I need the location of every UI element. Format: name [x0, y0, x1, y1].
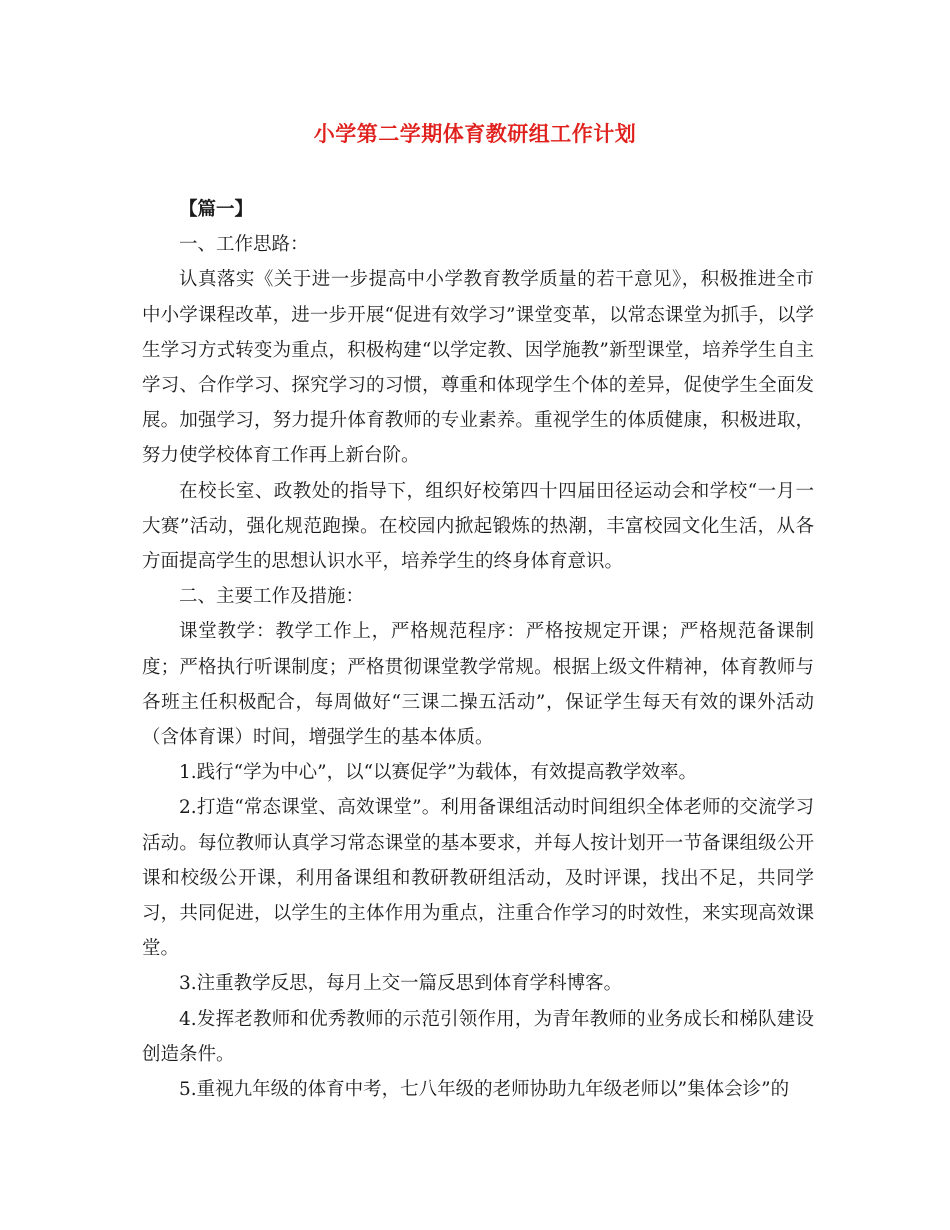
document-title: 小学第二学期体育教研组工作计划	[313, 121, 637, 146]
body-paragraph: 课堂教学：教学工作上，严格规范程序：严格按规定开课；严格规范备课制度；严格执行听课制度；严格贯彻课堂教学常规。根据上级文件精神，体育教师与各班主任积极配合，每周做好“三课二操五活动”，保证学生每天有效的课外活动（含体育课）时间，增强学生的基本体质。	[142, 621, 814, 749]
section-label: 【篇一】	[179, 199, 254, 220]
body-paragraph: 认真落实《关于进一步提高中小学教育教学质量的若干意见》，积极推进全市中小学课程改革，进一步开展“促进有效学习”课堂变革，以常态课堂为抓手，以学生学习方式转变为重点，积极构建“以学定教、因学施教”新型课堂，培养学生自主学习、合作学习、探究学习的习惯，尊重和体现学生个体的差异，促使学生全面发展。加强学习，努力提升体育教师的专业素养。重视学生的体质健康，积极进取，努力使学校体育工作再上新台阶。	[142, 269, 814, 467]
section-heading: 一、工作思路：	[179, 234, 309, 256]
section-heading: 二、主要工作及措施：	[179, 586, 365, 608]
list-item: 5.重视九年级的体育中考，七八年级的老师协助九年级老师以”集体会诊”的	[179, 1079, 790, 1101]
list-item: 2.打造“常态课堂、高效课堂”。利用备课组活动时间组织全体老师的交流学习活动。每位教师认真学习常态课堂的基本要求，并每人按计划开一节备课组级公开课和校级公开课，利用备课组和教研教研组活动，及时评课，找出不足，共同学习，共同促进，以学生的主体作用为重点，注重合作学习的时效性，来实现高效课堂。	[142, 797, 814, 960]
list-item: 4.发挥老教师和优秀教师的示范引领作用，为青年教师的业务成长和梯队建设创造条件。	[142, 1008, 814, 1065]
list-item: 1.践行“学为中心”，以“以赛促学”为载体，有效提高教学效率。	[179, 762, 697, 784]
body-paragraph: 在校长室、政教处的指导下，组织好校第四十四届田径运动会和学校“一月一大赛”活动，强化规范跑操。在校园内掀起锻炼的热潮，丰富校园文化生活，从各方面提高学生的思想认识水平，培养学生的终身体育意识。	[142, 480, 814, 573]
list-item: 3.注重教学反思，每月上交一篇反思到体育学科博客。	[179, 973, 623, 995]
document-body	[142, 192, 814, 1107]
